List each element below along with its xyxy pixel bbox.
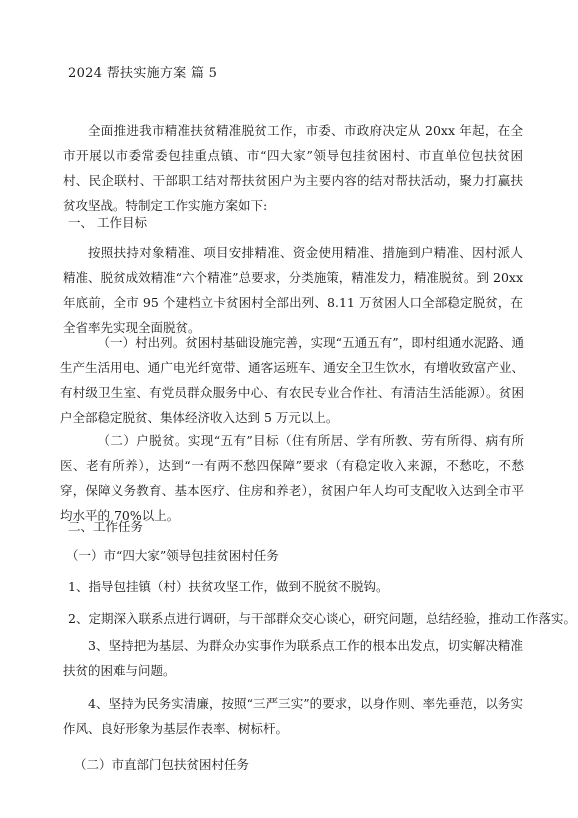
goal-village-paragraph: （一）村出列。贫困村基础设施完善，实现“五通五有”，即村组通水泥路、通生产生活用电、通广电光纤宽带、通客运班车、通安全卫生饮水，有增收致富产业、有村级卫生室、有党员群众服务中心、有农民专业合作社、有清洁生活能源）。贫困户全部稳定脱贫、集体经济收入达到 5 万元以上。 (60, 335, 524, 425)
task1-item-2: 2、定期深入联系点进行调研，与干部群众交心谈心，研究问题，总结经验，推动工作落实。 (68, 611, 576, 626)
task2-heading: （二）市直部门包扶贫困村任务 (74, 757, 250, 772)
task1-item-3: 3、坚持把为基层、为群众办实事作为联系点工作的根本出发点，切实解决精准扶贫的困难与问题。 (63, 638, 523, 678)
task1-heading: （一）市“四大家”领导包挂贫困村任务 (66, 548, 279, 563)
section-heading-tasks: 二、工作任务 (68, 519, 144, 534)
section-heading-goals: 一、 工作目标 (68, 215, 147, 230)
task1-item-1: 1、指导包挂镇（村）扶贫攻坚工作，做到不脱贫不脱钩。 (68, 579, 389, 594)
document-title: 2024 帮扶实施方案 篇 5 (68, 66, 218, 81)
goal-household-paragraph: （二）户脱贫。实现“五有”目标（住有所居、学有所教、劳有所得、病有所医、老有所养），达到“一有两不愁四保障”要求（有稳定收入来源，不愁吃，不愁穿，保障义务教育、基本医疗、住房和养老），贫困户年人均可支配收入达到全市平均水平的 70%以上。 (60, 433, 524, 523)
intro-paragraph: 全面推进我市精准扶贫精准脱贫工作，市委、市政府决定从 20xx 年起，在全市开展以市委常委包挂重点镇、市“四大家”领导包挂贫困村、市直单位包扶贫困村、民企联村、干部职工结对帮扶贫困户为主要内容的结对帮扶活动，聚力打赢扶贫攻坚战。特制定工作实施方案如下: (63, 123, 523, 213)
goals-paragraph: 按照扶持对象精准、项目安排精准、资金使用精准、措施到户精准、因村派人精准、脱贫成效精准“六个精准”总要求，分类施策，精准发力，精准脱贫。到 20xx 年底前，全市 95 个建档立卡贫困村全部出列、8.11 万贫困人口全部稳定脱贫，在全省率先实现全面脱贫。 (63, 245, 523, 335)
task1-item-4: 4、坚持为民务实清廉，按照“三严三实”的要求，以身作则、率先垂范，以务实作风、良好形象为基层作表率、树标杆。 (63, 696, 523, 736)
